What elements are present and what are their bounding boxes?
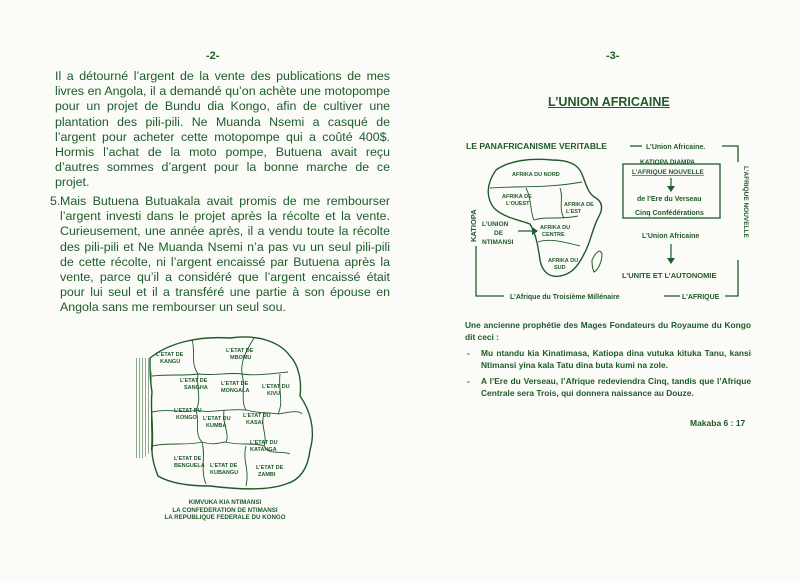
map-caption-line-1: KIMVUKA KIA NTIMANSI xyxy=(188,499,262,506)
map-label: L’ETAT DE xyxy=(180,378,208,384)
map-label: L’ETAT DU xyxy=(243,413,271,419)
madagascar-outline xyxy=(592,251,602,272)
arrow-down-icon xyxy=(667,258,675,264)
africa-region-label: AFRIKA DE xyxy=(564,202,594,208)
list-item-text: A l’Ere du Verseau, l’Afrique redeviendra Cinq, tandis que l’Afrique Centrale sera Trois, qui donnera naissance au Douze. xyxy=(481,376,751,398)
map-label: MONGALA xyxy=(221,388,250,394)
map-label: ZAMBI xyxy=(258,472,276,478)
afrique-nouvelle-vertical-label: L’AFRIQUE NOUVELLE xyxy=(742,166,749,238)
map-label: L’ETAT DE xyxy=(174,456,202,462)
prophecy-intro: Une ancienne prophétie des Mages Fondateurs du Royaume du Kongo dit ceci : xyxy=(465,320,751,342)
map-label: KUMBA xyxy=(206,423,227,429)
map-label: KATANGA xyxy=(250,447,277,453)
afrique-nouvelle-box-label: L’AFRIQUE NOUVELLE xyxy=(632,169,704,176)
africa-region-label: SUD xyxy=(554,265,566,271)
list-item-5 xyxy=(50,194,390,316)
list-item-number: 5. xyxy=(50,194,61,208)
union-ntimansi-label-2: DE xyxy=(494,230,504,237)
katiopa-diampa-label: KATIOPA DIAMPA xyxy=(640,159,696,166)
katiopa-vertical-label: KATIOPA xyxy=(469,209,478,242)
map-label: L’ETAT DU xyxy=(250,440,278,446)
cinq-confederations-label: Cinq Confédérations xyxy=(635,210,704,217)
list-dash: - xyxy=(467,376,470,386)
map-label: L’ETAT DU xyxy=(174,408,202,414)
map-label: KUBANGU xyxy=(210,470,239,476)
map-label: L’ETAT DU xyxy=(203,416,231,422)
union-africaine-mid-label: L’Union Africaine xyxy=(642,233,700,240)
union-ntimansi-label-3: NTIMANSI xyxy=(482,239,514,246)
unite-autonomie-label: L’UNITE ET L’AUTONOMIE xyxy=(622,271,717,280)
map-label: L’ETAT DE xyxy=(256,465,284,471)
arrow-down-icon xyxy=(667,186,675,192)
union-africaine-diagram xyxy=(460,134,760,306)
list-item xyxy=(465,347,751,371)
africa-region-label: AFRIKA DE xyxy=(502,194,532,200)
map-label: BENGUELA xyxy=(174,463,205,469)
map-label: KASAI xyxy=(246,420,264,426)
left-page-number: -2- xyxy=(206,50,220,62)
map-label: KANGU xyxy=(160,359,181,365)
state-labels xyxy=(156,348,290,478)
africa-region-label: CENTRE xyxy=(542,232,565,238)
prophecy-section xyxy=(465,319,751,399)
right-page-number: -3- xyxy=(606,50,620,62)
map-label: L’ETAT DE xyxy=(210,463,238,469)
africa-region-label: AFRIKA DU xyxy=(548,258,579,264)
afrique-troisieme-label: L’Afrique du Troisième Millénaire xyxy=(510,294,620,301)
paragraph-text: Il a détourné l’argent de la vente des publications de mes livres en Angola, il a demandé qu’on achète une motopompe pour un projet de Bundu dia Kongo, afin de cultiver une plantation des pili-pili. Ne Muanda Nsemi a casqué de l’argent pour acheter cette motopompe qui a coûté 400$. Hormis l’achat de la moto pompe, Butuena avait reçu d’autres sommes d’argent pour la bonne marche de ce projet. xyxy=(55,69,390,190)
map-caption-line-3: LA REPUBLIQUE FEDERALE DU KONGO xyxy=(164,514,286,521)
prophecy-list xyxy=(465,347,751,399)
africa-map xyxy=(488,159,602,276)
kongo-confederation-map xyxy=(130,330,330,500)
africa-region-label: AFRIKA DU NORD xyxy=(512,172,560,178)
panafricanisme-label: LE PANAFRICANISME VERITABLE xyxy=(466,141,608,151)
map-caption-line-2: LA CONFEDERATION DE NTIMANSI xyxy=(172,506,278,514)
map-label: SANGHA xyxy=(184,385,208,391)
map-label: L’ETAT DE xyxy=(221,381,249,387)
list-item-text: Mu ntandu kia Kinatimasa, Katiopa dina vutuka kituka Tanu, kansi Ntimansi yina kala Tatu dina buta kumi na zole. xyxy=(481,348,751,370)
map-label: KIVU xyxy=(267,391,281,397)
map-label: KONGO xyxy=(176,415,197,421)
africa-region-label: L’OUEST xyxy=(506,201,530,207)
union-africaine-top-label: L’Union Africaine. xyxy=(646,144,706,151)
map-label: MBOMU xyxy=(230,355,252,361)
africa-region-label: AFRIKA DU xyxy=(540,225,571,231)
list-item-text: Mais Butuena Butuakala avait promis de me rembourser l’argent investi dans le projet après la récolte et la vente. Curieusement, une année après, il a vendu toute la récolte des pili-pili et Ne Muanda Nsemi n’a pas vu un seul pili-pili de cette récolte, ni l’argent encaissé par Butuena après la vente, parce qu’il a considéré que l’argent encaissé était pour lui seul et il a transféré une partie à son épouse en Angola sans me rembourser un seul sou. xyxy=(60,194,390,315)
left-paragraph-1 xyxy=(55,69,390,191)
map-label: L’ETAT DU xyxy=(262,384,290,390)
africa-region-label: L’EST xyxy=(566,209,582,215)
list-dash: - xyxy=(467,348,470,358)
map-label: L’ETAT DE xyxy=(156,352,184,358)
map-label: L’ETAT DE xyxy=(226,348,254,354)
l-afrique-label: L’AFRIQUE xyxy=(682,294,720,301)
map-caption xyxy=(150,499,300,522)
page-title: L’UNION AFRICAINE xyxy=(548,95,670,109)
ere-verseau-label: de l’Ere du Verseau xyxy=(637,196,702,203)
union-ntimansi-label-1: L’UNION xyxy=(482,221,509,228)
list-item xyxy=(465,375,751,399)
scripture-reference: Makaba 6 : 17 xyxy=(690,418,746,428)
